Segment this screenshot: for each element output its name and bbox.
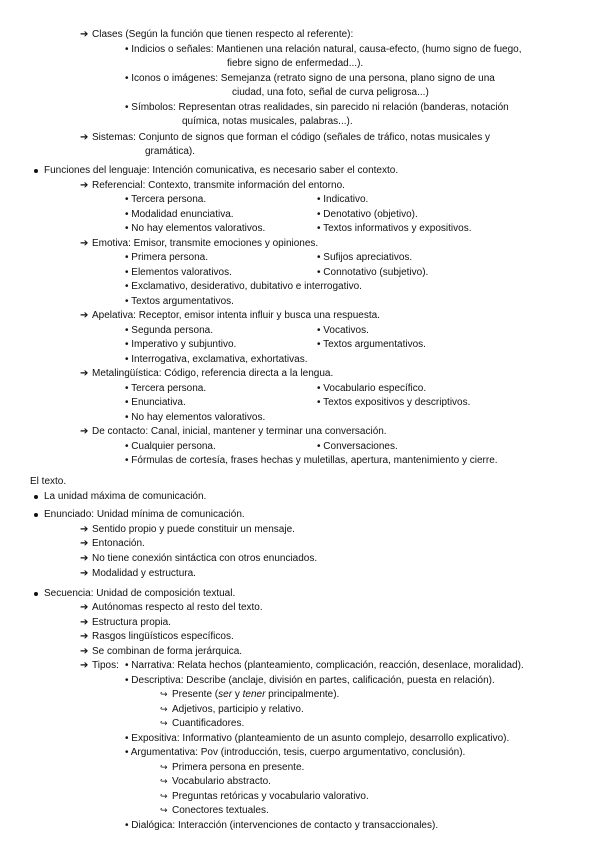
simbolos-line-2: química, notas musicales, palabras...). — [182, 116, 353, 127]
list-item — [80, 645, 242, 658]
hook-arrow-icon: ↪ — [160, 704, 168, 714]
tipos-label — [80, 659, 119, 672]
narrativa-line: • Narrativa: Relata hechos (planteamiento, complicación, reacción, desenlace, moralidad). — [125, 660, 524, 671]
list-item — [160, 790, 369, 803]
arrow-icon: ➔ — [80, 180, 89, 191]
hook-arrow-icon: ↪ — [160, 776, 168, 786]
metalinguistica-heading-text: Metalingüística: Código, referencia directa a la lengua. — [92, 368, 334, 379]
presente-post-text: principalmente). — [265, 689, 340, 700]
arrow-icon: ➔ — [80, 310, 89, 321]
argumentativa-item: Primera persona en presente. — [172, 762, 305, 773]
list-item — [160, 688, 339, 701]
list-item: • Vocativos. — [317, 325, 369, 336]
secuencia-item: Autónomas respecto al resto del texto. — [92, 602, 263, 613]
arrow-icon: ➔ — [80, 368, 89, 379]
bullet-icon — [34, 513, 38, 517]
presente-text: Presente ( — [172, 689, 219, 700]
iconos-line-1: • Iconos o imágenes: Semejanza (retrato signo de una persona, plano signo de una — [125, 73, 495, 84]
list-item: • Textos expositivos y descriptivos. — [317, 397, 471, 408]
bullet-icon — [34, 169, 38, 173]
tener-text: tener — [242, 689, 266, 700]
arrow-icon: ➔ — [80, 660, 89, 671]
list-item — [80, 567, 196, 580]
list-item — [160, 703, 304, 716]
unidad-line: La unidad máxima de comunicación. — [44, 491, 207, 502]
arrow-icon: ➔ — [80, 553, 89, 564]
clases-heading-text: Clases (Según la función que tienen respecto al referente): — [92, 29, 354, 40]
arrow-icon: ➔ — [80, 426, 89, 437]
list-item: • Segunda persona. — [125, 325, 214, 336]
list-item: • Fórmulas de cortesía, frases hechas y muletillas, apertura, mantenimiento y cierre. — [125, 455, 498, 466]
dialogica-line: • Dialógica: Interacción (intervenciones de contacto y transaccionales). — [125, 820, 439, 831]
arrow-icon: ➔ — [80, 524, 89, 535]
tipos-label-text: Tipos: — [92, 660, 119, 671]
list-item — [160, 804, 269, 817]
emotiva-heading — [80, 237, 318, 250]
list-item — [160, 761, 304, 774]
hook-arrow-icon: ↪ — [160, 805, 168, 815]
descriptiva-item: Cuantificadores. — [172, 718, 245, 729]
arrow-icon: ➔ — [80, 631, 89, 642]
sistemas-line-2: gramática). — [145, 146, 196, 157]
argumentativa-item: Conectores textuales. — [172, 805, 269, 816]
indicios-line-2: fiebre signo de enfermedad...). — [227, 58, 364, 69]
list-item — [80, 616, 171, 629]
enunciado-heading: Enunciado: Unidad mínima de comunicación. — [44, 509, 245, 520]
argumentativa-line: • Argumentativa: Pov (introducción, tesis, cuerpo argumentativo, conclusión). — [125, 747, 466, 758]
list-item: • Textos argumentativos. — [125, 296, 234, 307]
enunciado-item: No tiene conexión sintáctica con otros enunciados. — [92, 553, 318, 564]
hook-arrow-icon: ↪ — [160, 689, 168, 699]
funciones-heading: Funciones del lenguaje: Intención comunicativa, es necesario saber el contexto. — [44, 165, 399, 176]
list-item: • Imperativo y subjuntivo. — [125, 339, 237, 350]
metalinguistica-heading — [80, 367, 333, 380]
list-item: • Tercera persona. — [125, 194, 207, 205]
list-item: • Vocabulario específico. — [317, 383, 427, 394]
arrow-icon: ➔ — [80, 29, 89, 40]
secuencia-heading: Secuencia: Unidad de composición textual. — [44, 588, 236, 599]
list-item: • Interrogativa, exclamativa, exhortativas. — [125, 354, 308, 365]
arrow-icon: ➔ — [80, 538, 89, 549]
list-item: • Exclamativo, desiderativo, dubitativo e interrogativo. — [125, 281, 362, 292]
apelativa-heading-text: Apelativa: Receptor, emisor intenta influir y busca una respuesta. — [92, 310, 380, 321]
argumentativa-item: Preguntas retóricas y vocabulario valorativo. — [172, 791, 369, 802]
emotiva-heading-text: Emotiva: Emisor, transmite emociones y opiniones. — [92, 238, 319, 249]
indicios-line-1: • Indicios o señales: Mantienen una relación natural, causa-efecto, (humo signo de fuego, — [125, 44, 522, 55]
list-item — [160, 775, 271, 788]
section-title: El texto. — [30, 476, 67, 487]
arrow-icon: ➔ — [80, 617, 89, 628]
secuencia-item: Estructura propia. — [92, 617, 171, 628]
iconos-line-2: ciudad, una foto, señal de curva peligrosa...) — [232, 87, 429, 98]
secuencia-item: Se combinan de forma jerárquica. — [92, 646, 243, 657]
bullet-icon — [34, 592, 38, 596]
bullet-icon — [34, 495, 38, 499]
arrow-icon: ➔ — [80, 646, 89, 657]
list-item: • Tercera persona. — [125, 383, 207, 394]
enunciado-item: Sentido propio y puede constituir un mensaje. — [92, 524, 295, 535]
list-item: • Enunciativa. — [125, 397, 186, 408]
hook-arrow-icon: ↪ — [160, 762, 168, 772]
apelativa-heading — [80, 309, 380, 322]
list-item — [80, 630, 234, 643]
enunciado-item: Modalidad y estructura. — [92, 568, 196, 579]
secuencia-item: Rasgos lingüísticos específicos. — [92, 631, 234, 642]
list-item: • No hay elementos valorativos. — [125, 223, 266, 234]
expositiva-line: • Expositiva: Informativo (planteamiento de un asunto complejo, desarrollo explicativo). — [125, 733, 510, 744]
referencial-heading — [80, 179, 345, 192]
hook-arrow-icon: ↪ — [160, 791, 168, 801]
y-text: y — [232, 689, 243, 700]
list-item: • Cualquier persona. — [125, 441, 216, 452]
clases-heading — [80, 28, 353, 41]
list-item: • Denotativo (objetivo). — [317, 209, 418, 220]
list-item — [80, 552, 317, 565]
sistemas-text: Sistemas: Conjunto de signos que forman el código (señales de tráfico, notas musicales y — [92, 132, 490, 143]
argumentativa-item: Vocabulario abstracto. — [172, 776, 271, 787]
list-item: • Elementos valorativos. — [125, 267, 232, 278]
list-item — [80, 523, 295, 536]
enunciado-item: Entonación. — [92, 538, 145, 549]
list-item: • Indicativo. — [317, 194, 369, 205]
list-item: • Primera persona. — [125, 252, 208, 263]
arrow-icon: ➔ — [80, 602, 89, 613]
referencial-heading-text: Referencial: Contexto, transmite información del entorno. — [92, 180, 345, 191]
arrow-icon: ➔ — [80, 238, 89, 249]
list-item: • Connotativo (subjetivo). — [317, 267, 429, 278]
list-item — [80, 601, 263, 614]
arrow-icon: ➔ — [80, 568, 89, 579]
list-item: • Sufijos apreciativos. — [317, 252, 413, 263]
list-item: • No hay elementos valorativos. — [125, 412, 266, 423]
contacto-heading — [80, 425, 387, 438]
hook-arrow-icon: ↪ — [160, 718, 168, 728]
list-item — [80, 537, 145, 550]
list-item: • Textos informativos y expositivos. — [317, 223, 472, 234]
sistemas-line-1 — [80, 131, 490, 144]
contacto-heading-text: De contacto: Canal, inicial, mantener y terminar una conversación. — [92, 426, 387, 437]
descriptiva-line: • Descriptiva: Describe (anclaje, división en partes, calificación, puesta en relación). — [125, 675, 495, 686]
descriptiva-item: Adjetivos, participio y relativo. — [172, 704, 304, 715]
list-item: • Modalidad enunciativa. — [125, 209, 234, 220]
list-item: • Conversaciones. — [317, 441, 398, 452]
ser-text: ser — [218, 689, 233, 700]
simbolos-line-1: • Símbolos: Representan otras realidades, sin parecido ni relación (banderas, notación — [125, 102, 509, 113]
arrow-icon: ➔ — [80, 132, 89, 143]
list-item: • Textos argumentativos. — [317, 339, 426, 350]
list-item — [160, 717, 244, 730]
